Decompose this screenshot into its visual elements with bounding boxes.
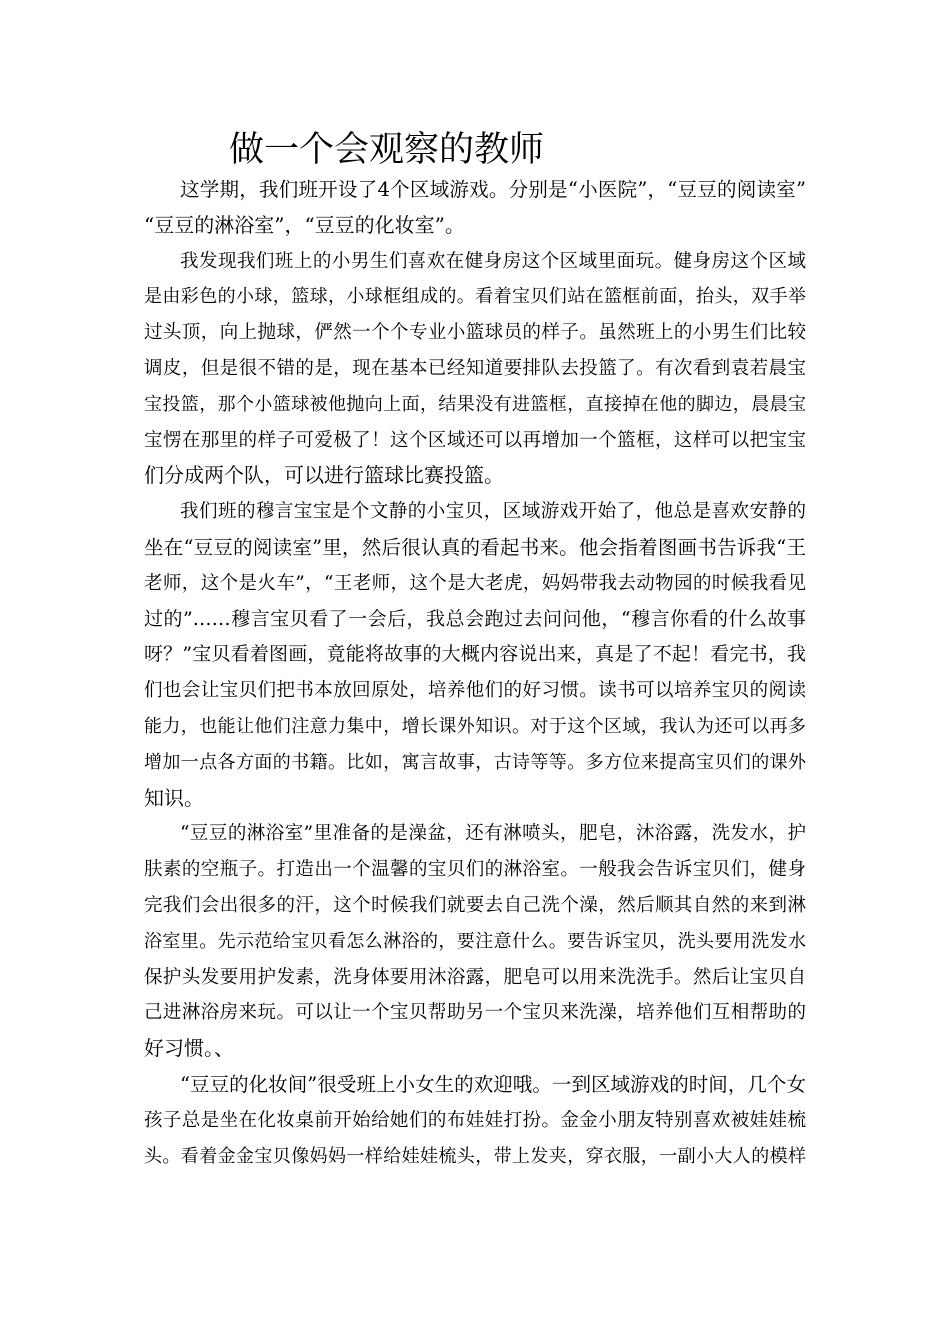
- text-line: 肤素的空瓶子。打造出一个温馨的宝贝们的淋浴室。一般我会告诉宝贝们，健身: [144, 859, 806, 881]
- text-line: 我们班的穆言宝宝是个文静的小宝贝，区域游戏开始了，他总是喜欢安静的: [180, 501, 806, 523]
- text-line: “豆豆的淋浴室”，“豆豆的化妆室”。: [144, 212, 465, 237]
- document-title: 做一个会观察的教师: [229, 130, 545, 170]
- document-body: [144, 172, 806, 1174]
- text-line: 过的”……穆言宝贝看了一会后，我总会跑过去问问他，“穆言你看的什么故事: [144, 607, 806, 630]
- text-line: 增加一点各方面的书籍。比如，寓言故事，古诗等等。多方位来提高宝贝们的课外: [144, 751, 806, 773]
- text-line: 知识。: [144, 785, 204, 810]
- text-line: 好习惯。、: [144, 1036, 234, 1061]
- text-line: 孩子总是坐在化妆桌前开始给她们的布娃娃打扮。金金小朋友特别喜欢被娃娃梳: [144, 1109, 806, 1131]
- text-line: 老师，这个是火车”，“王老师，这个是大老虎，妈妈带我去动物园的时候我看见: [144, 572, 806, 594]
- text-line: 们分成两个队，可以进行篮球比赛投篮。: [144, 463, 504, 488]
- text-line: 呀？”宝贝看着图画，竟能将故事的大概内容说出来，真是了不起！看完书，我: [144, 643, 806, 666]
- text-line: 我发现我们班上的小男生们喜欢在健身房这个区域里面玩。健身房这个区域: [180, 250, 806, 272]
- text-line: 浴室里。先示范给宝贝看怎么淋浴的，要注意什么。要告诉宝贝，洗头要用洗发水: [144, 930, 806, 952]
- text-line: 坐在“豆豆的阅读室”里，然后很认真的看起书来。他会指着图画书告诉我“王: [144, 535, 806, 559]
- text-line: 保护头发要用护发素，洗身体要用沐浴露，肥皂可以用来洗洗手。然后让宝贝自: [144, 966, 806, 988]
- text-line: 是由彩色的小球，篮球，小球框组成的。看着宝贝们站在篮框前面，抬头，双手举: [144, 286, 806, 308]
- text-line: 调皮，但是很不错的是，现在基本已经知道要排队去投篮了。有次看到袁若晨宝: [144, 357, 806, 379]
- text-line: 们也会让宝贝们把书本放回原处，培养他们的好习惯。读书可以培养宝贝的阅读: [144, 680, 806, 702]
- text-line: 完我们会出很多的汗，这个时候我们就要去自己洗个澡，然后顺其自然的来到淋: [144, 894, 806, 916]
- text-line: 宝愣在那里的样子可爱极了！这个区域还可以再增加一个篮框，这样可以把宝宝: [144, 429, 806, 451]
- text-line: “豆豆的淋浴室”里准备的是澡盆，还有淋喷头，肥皂，沐浴露，洗发水，护: [180, 823, 806, 845]
- text-line: “豆豆的化妆间”很受班上小女生的欢迎哦。一到区域游戏的时间，几个女: [180, 1072, 806, 1096]
- text-line: 过头顶，向上抛球，俨然一个个专业小篮球员的样子。虽然班上的小男生们比较: [144, 322, 806, 344]
- text-line: 能力，也能让他们注意力集中，增长课外知识。对于这个区域，我认为还可以再多: [144, 715, 806, 737]
- text-line: 这学期，我们班开设了4个区域游戏。分别是“小医院”，“豆豆的阅读室”: [180, 178, 806, 201]
- text-line: 己进淋浴房来玩。可以让一个宝贝帮助另一个宝贝来洗澡，培养他们互相帮助的: [144, 1002, 806, 1024]
- text-line: 头。看着金金宝贝像妈妈一样给娃娃梳头，带上发夹，穿衣服，一副小大人的模样: [144, 1145, 806, 1167]
- text-line: 宝投篮，那个小篮球被他抛向上面，结果没有进篮框，直接掉在他的脚边，晨晨宝: [144, 393, 806, 415]
